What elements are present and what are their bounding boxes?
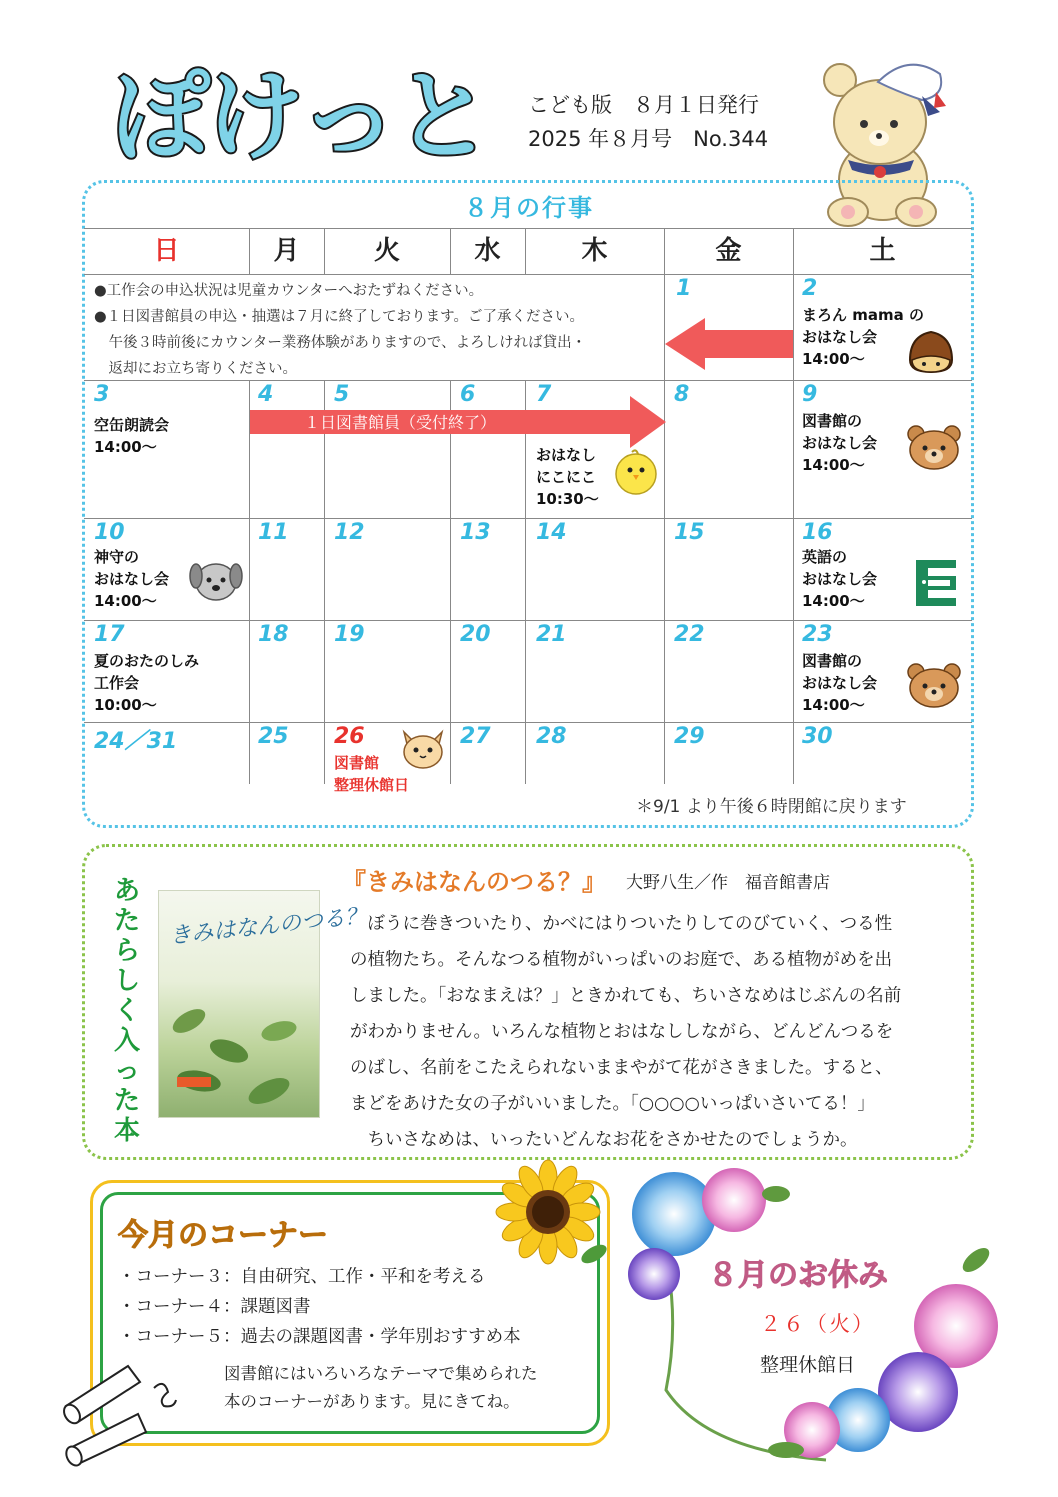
weekday-sat: 土 (869, 236, 896, 266)
holiday-title: ８月のお休み (708, 1258, 888, 1293)
book-cover-image (158, 890, 368, 1118)
event-line: おはなし会 (802, 328, 878, 346)
newsletter-title (112, 62, 512, 172)
day-30: 30 (802, 724, 833, 749)
calendar-notices (94, 278, 586, 382)
day-10: 10 (94, 520, 125, 545)
event-line: 英語の (802, 548, 848, 566)
event-day-16 (802, 546, 877, 612)
corner-note-line: 図書館にはいろいろなテーマで集められた (224, 1364, 538, 1383)
day-29: 29 (674, 724, 705, 749)
day-21: 21 (536, 622, 567, 647)
issue-line: 2025 年８月号 No.344 (528, 127, 769, 151)
book-author: 大野八生／作 福音館書店 (626, 873, 830, 893)
day-13: 13 (460, 520, 491, 545)
issue-info (528, 88, 768, 156)
day-2: 2 (802, 276, 818, 301)
event-line: 夏のおたのしみ (94, 652, 200, 670)
event-line: おはなし会 (94, 570, 170, 588)
day-23: 23 (802, 622, 833, 647)
book-title: 『きみはなんのつる？』 (342, 868, 606, 896)
corner-item: ・コーナー５：過去の課題図書・学年別おすすめ本 (118, 1327, 521, 1347)
day-20: 20 (460, 622, 491, 647)
book-description (350, 906, 962, 1158)
event-day-10 (94, 546, 169, 612)
event-line: 図書館 (334, 754, 380, 772)
day-24-31: 24／31 (94, 729, 178, 754)
event-line: 空缶朗読会 (94, 416, 170, 434)
newsletter-title-text: ぽけっと (112, 60, 489, 174)
calendar-grid (84, 228, 972, 794)
day-11: 11 (258, 520, 289, 545)
corner-note-line: 本のコーナーがあります。見にきてね。 (224, 1392, 520, 1411)
chick-icon (612, 448, 660, 496)
corner-list (118, 1262, 521, 1352)
book-description-line: まどをあけた女の子がいいました。「○○○○いっぱいさいてる！」 (350, 1094, 875, 1114)
weekday-fri: 金 (715, 236, 742, 266)
leaves-icon (159, 981, 321, 1119)
weekday-tue: 火 (373, 236, 400, 266)
book-description-line: ちいさなめは、いったいどんなお花をさかせたのでしょうか。 (350, 1130, 858, 1150)
day-4: 4 (258, 382, 274, 407)
day-9: 9 (802, 382, 818, 407)
event-line: 図書館の (802, 652, 863, 670)
book-cover-title: きみはなんのつる？ (168, 903, 368, 950)
event-line: 図書館の (802, 412, 863, 430)
notice-line: ●工作会の申込状況は児童カウンターへおたずねください。 (94, 283, 484, 299)
weekday-mon: 月 (273, 236, 300, 266)
day-6: 6 (460, 382, 476, 407)
holiday-date: ２６（火） (760, 1312, 875, 1336)
event-line: まろん mama の (802, 306, 924, 324)
day-25: 25 (258, 724, 289, 749)
event-line: おはなし会 (802, 674, 878, 692)
new-book-side-label: あ た ら し く 入 っ た 本 (113, 876, 140, 1146)
event-day-7 (536, 444, 599, 510)
book-description-line: しました。「おなまえは？」ときかれても、ちいさなめはじぶんの名前 (350, 986, 902, 1006)
holiday-label: 整理休館日 (760, 1354, 856, 1376)
cat-icon (400, 728, 446, 770)
event-line: 14:00～ (94, 438, 157, 456)
event-line: 14:00～ (802, 456, 865, 474)
day-12: 12 (334, 520, 365, 545)
corner-title: 今月のコーナー (118, 1218, 328, 1253)
notice-line: ●１日図書館員の申込・抽選は７月に終了しております。ご了承ください。 (94, 309, 584, 325)
weekday-thu: 木 (581, 236, 608, 266)
chestnut-icon (906, 330, 956, 374)
corner-item: ・コーナー４：課題図書 (118, 1297, 311, 1317)
book-description-line: の植物たち。そんなつる植物がいっぱいのお庭で、ある植物がめを出 (350, 950, 893, 970)
event-line: 10:30～ (536, 490, 599, 508)
book-description-line: ぼうに巻きついたり、かべにはりついたりしてのびていく、つる性 (350, 914, 893, 934)
day-18: 18 (258, 622, 289, 647)
day-27: 27 (460, 724, 491, 749)
event-day-3 (94, 414, 169, 458)
book-description-line: のばし、名前をこたえられないままやがて花がさきました。すると、 (350, 1058, 893, 1078)
arrow-left-icon (665, 318, 793, 370)
bear-face-icon (906, 424, 962, 470)
sunflower-icon (490, 1162, 610, 1272)
edition-line: こども版 ８月１日発行 (528, 93, 759, 117)
weekday-sun: 日 (153, 236, 180, 266)
event-line: おはなし会 (802, 434, 878, 452)
day-5: 5 (334, 382, 350, 407)
calendar-title: ８月の行事 (464, 194, 594, 222)
event-line: 神守の (94, 548, 140, 566)
day-7: 7 (536, 382, 552, 407)
letter-e-icon (916, 560, 956, 606)
event-line: にこにこ (536, 468, 597, 486)
event-day-26 (334, 752, 409, 796)
day-19: 19 (334, 622, 365, 647)
event-line: 工作会 (94, 674, 140, 692)
event-line: 14:00～ (802, 592, 865, 610)
day-15: 15 (674, 520, 705, 545)
event-line: 14:00～ (802, 350, 865, 368)
event-line: 14:00～ (802, 696, 865, 714)
day-14: 14 (536, 520, 567, 545)
day-26: 26 (334, 724, 365, 749)
day-28: 28 (536, 724, 567, 749)
corner-note (224, 1360, 538, 1416)
book-description-line: がわかりません。いろんな植物とおはなししながら、どんどんつるを (350, 1022, 894, 1042)
day-8: 8 (674, 382, 690, 407)
event-line: 14:00～ (94, 592, 157, 610)
day-17: 17 (94, 622, 125, 647)
event-day-17 (94, 650, 199, 716)
event-line: おはなし (536, 446, 597, 464)
weekday-wed: 水 (474, 236, 501, 266)
day-16: 16 (802, 520, 833, 545)
corner-item: ・コーナー３：自由研究、工作・平和を考える (118, 1267, 486, 1287)
bear-face-icon (906, 662, 962, 708)
event-line: 整理休館日 (334, 776, 410, 794)
event-day-23 (802, 650, 877, 716)
day-1: 1 (676, 276, 692, 301)
day-22: 22 (674, 622, 705, 647)
event-line: 10:00～ (94, 696, 157, 714)
day-3: 3 (94, 382, 110, 407)
dog-icon (190, 558, 242, 602)
event-line: おはなし会 (802, 570, 878, 588)
event-day-9 (802, 410, 877, 476)
notice-line: 返却にお立ち寄りください。 (94, 361, 297, 377)
calendar-footnote: ＊9/1 より午後６時閉館に戻ります (636, 797, 907, 817)
arrow-label: １日図書館員（受付終了） (303, 413, 496, 432)
notice-line: 午後３時前後にカウンター業務体験がありますので、よろしければ貸出・ (94, 335, 587, 351)
chalk-icon (58, 1356, 188, 1466)
